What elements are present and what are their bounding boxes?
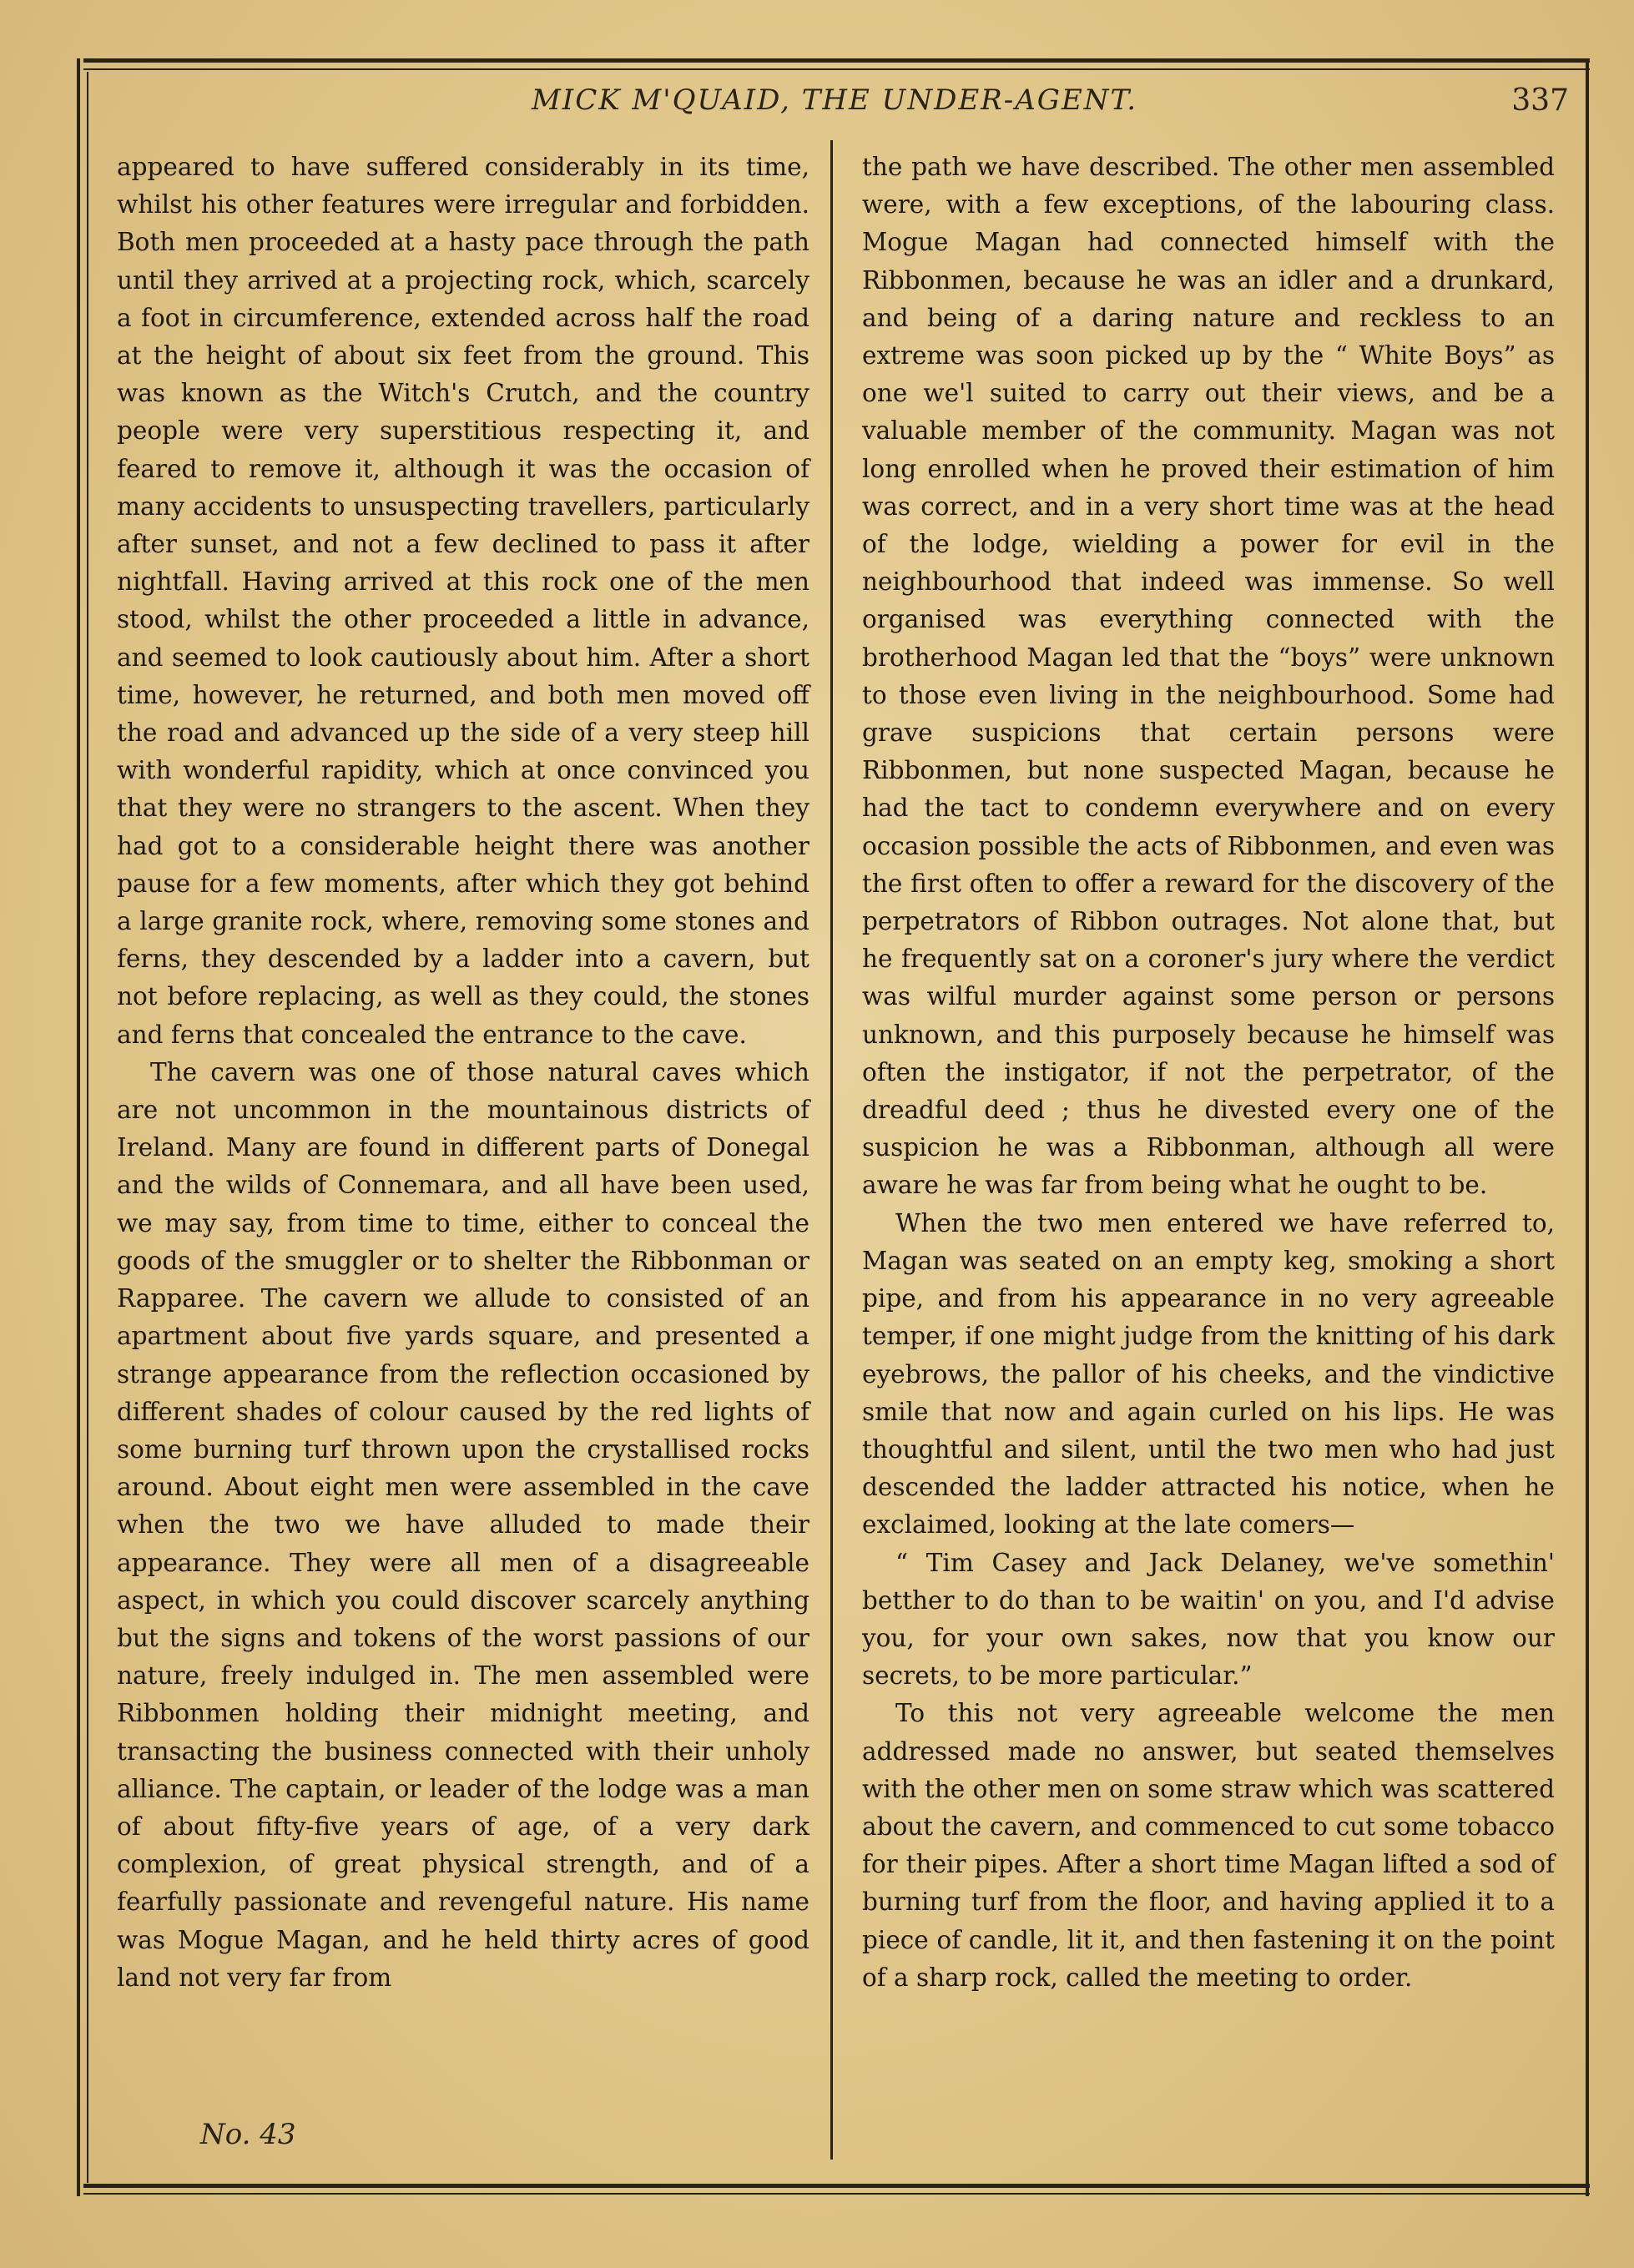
right-column <box>862 149 1555 1997</box>
bottom-rule-thin <box>83 2193 1590 2195</box>
paragraph: “ Tim Casey and Jack Delaney, we've somethin' betther to do than to be waitin' on you, and I'd advise you, for your own sakes, now that you know our secrets, to be more particular.” <box>862 1548 1555 1691</box>
running-title: MICK M'QUAID, THE UNDER-AGENT. <box>531 83 1138 117</box>
column-divider <box>830 140 833 2160</box>
left-border-rule <box>77 58 80 2196</box>
paragraph: To this not very agreeable welcome the men addressed made no answer, but seated themselves with the other men on some straw which was scattered about the cavern, and commenced to cut some tobacco for their pipes. After a short time Magan lifted a sod of burning turf from the floor, and having applied it to a piece of candle, lit it, and then fastening it on the point of a sharp rock, called the meeting to order. <box>862 1699 1555 1992</box>
paragraph: the path we have described. The other men assembled were, with a few exceptions, of the labouring class. Mogue Magan had connected himself with the Ribbonmen, because he was an idler and a drunkard, and being of a daring nature and reckless to an extreme was soon picked up by the “ White Boys” as one we'l suited to carry out their views, and be a valuable member of the community. Magan was not long enrolled when he proved their estimation of him was correct, and in a very short time was at the head of the lodge, wielding a power for evil in the neighbourhood that indeed was immense. So well organised was everything connected with the brotherhood Magan led that the “boys” were unknown to those even living in the neighbourhood. Some had grave suspicions that certain persons were Ribbonmen, but none suspected Magan, because he had the tact to condemn everywhere and on every occasion possible the acts of Ribbonmen, and even was the first often to offer a reward for the discovery of the perpetrators of Ribbon outrages. Not alone that, but he frequently sat on a coroner's jury where the verdict was wilful murder against some person or persons unknown, and this purposely because he himself was often the instigator, if not the perpetrator, of the dreadful deed ; thus he divested every one of the suspicion he was a Ribbonman, although all were aware he was far from being what he ought to be. <box>862 153 1555 1200</box>
top-rule-thin <box>83 68 1590 70</box>
paragraph: The cavern was one of those natural caves which are not uncommon in the mountainous districts of Ireland. Many are found in different parts of Donegal and the wilds of Connemara, and all have been used, we may say, from time to time, either to conceal the goods of the smuggler or to shelter the Ribbonman or Rapparee. The cavern we allude to consisted of an apartment about five yards square, and presented a strange appearance from the reflection occasioned by different shades of colour caused by the red lights of some burning turf thrown upon the crystallised rocks around. About eight men were assembled in the cave when the two we have alluded to made their appearance. They were all men of a disagreeable aspect, in which you could discover scarcely anything but the signs and tokens of the worst passions of our nature, freely indulged in. The men assembled were Ribbonmen holding their midnight meeting, and transacting the business connected with their unholy alliance. The captain, or leader of the lodge was a man of about fifty-five years of age, of a very dark complexion, of great physical strength, and of a fearfully passionate and revengeful nature. His name was Mogue Magan, and he held thirty acres of good land not very far from <box>117 1057 809 1992</box>
top-rule <box>83 58 1590 63</box>
bottom-rule <box>83 2184 1590 2188</box>
paragraph: appeared to have suffered considerably in its time, whilst his other features were irregular and forbidden. Both men proceeded at a hasty pace through the path until they arrived at a projecting rock, which, scarcely a foot in circumference, extended across half the road at the height of about six feet from the ground. This was known as the Witch's Crutch, and the country people were very superstitious respecting it, and feared to remove it, although it was the occasion of many accidents to unsuspecting travellers, particularly after sunset, and not a few declined to pass it after nightfall. Having arrived at this rock one of the men stood, whilst the other proceeded a little in advance, and seemed to look cautiously about him. After a short time, however, he returned, and both men moved off the road and advanced up the side of a very steep hill with wonderful rapidity, which at once convinced you that they were no strangers to the ascent. When they had got to a considerable height there was another pause for a few moments, after which they got behind a large granite rock, where, removing some stones and ferns, they descended by a ladder into a cavern, but not before replacing, as well as they could, the stones and ferns that concealed the entrance to the cave. <box>117 153 809 1049</box>
paragraph: When the two men entered we have referred to, Magan was seated on an empty keg, smoking a short pipe, and from his appearance in no very agreeable temper, if one might judge from the knitting of his dark eyebrows, the pallor of his cheeks, and the vindictive smile that now and again curled on his lips. He was thoughtful and silent, until the two men who had just descended the ladder attracted his notice, when he exclaimed, looking at the late comers— <box>862 1208 1555 1540</box>
left-border-rule-thin <box>87 72 88 2183</box>
page-number: 337 <box>1511 83 1569 118</box>
right-border-rule <box>1586 58 1589 2196</box>
signature-mark: No. 43 <box>200 2118 296 2151</box>
left-column <box>117 149 809 1997</box>
